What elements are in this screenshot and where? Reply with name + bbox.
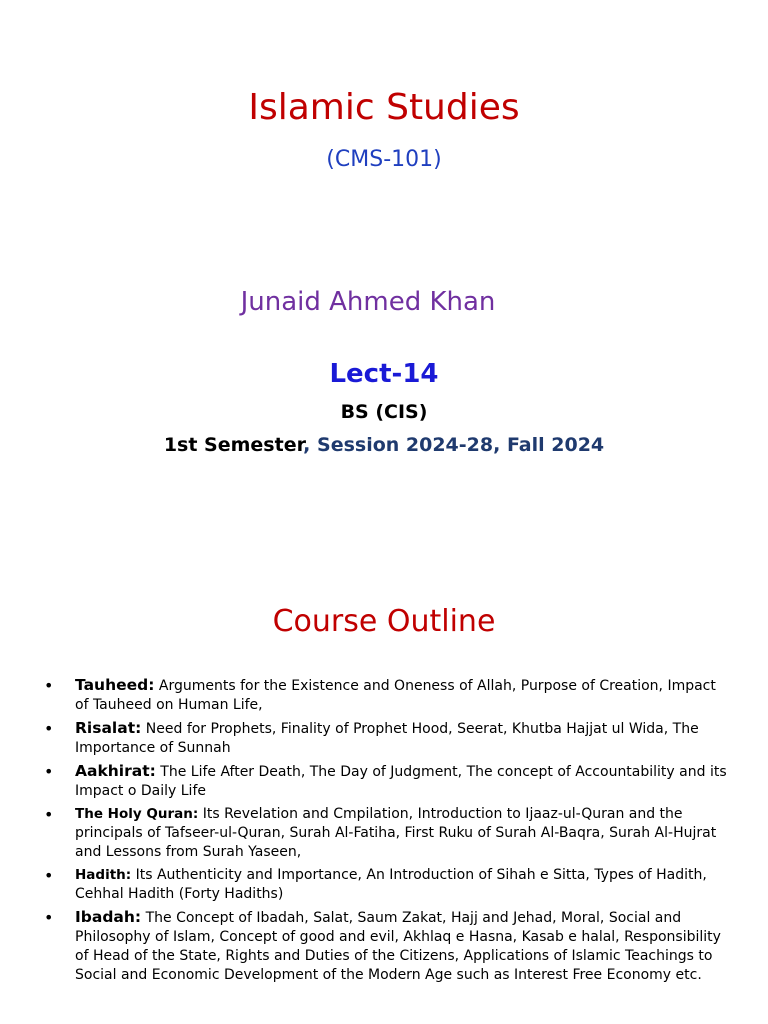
- outline-term: Tauheed:: [75, 676, 155, 694]
- bullet-icon: •: [44, 908, 54, 927]
- semester-label: 1st Semester: [163, 434, 304, 456]
- course-title: Islamic Studies: [248, 87, 520, 128]
- outline-term: Aakhirat:: [75, 762, 156, 780]
- author-name: Junaid Ahmed Khan: [240, 287, 496, 317]
- bullet-icon: •: [44, 719, 54, 738]
- outline-text: Its Revelation and Cmpilation, Introduction to Ijaaz-ul-Quran and the principals of Tafseer-ul-Quran, Surah Al-Fatiha, First Ruku of Surah Al-Baqra, Surah Al-Hujrat and Lessons from Surah Yaseen,: [75, 806, 717, 860]
- outline-term: The Holy Quran:: [75, 806, 199, 822]
- outline-list: [44, 676, 728, 989]
- outline-text: The Concept of Ibadah, Salat, Saum Zakat, Hajj and Jehad, Moral, Social and Philosophy of Islam, Concept of good and evil, Akhlaq e Hasna, Kasab e halal, Responsibility of Head of the State, Rights and Duties of the Citizens, Applications of Islamic Teachings to Social and Economic Development of the Modern Age such as Interest Free Economy etc.: [75, 910, 721, 983]
- list-item: [44, 908, 728, 985]
- outline-term: Risalat:: [75, 719, 142, 737]
- bullet-icon: •: [44, 805, 54, 824]
- list-item: [44, 866, 728, 904]
- outline-term: Ibadah:: [75, 908, 142, 926]
- list-item: [44, 719, 728, 758]
- outline-term: Hadith:: [75, 867, 132, 883]
- list-item: [44, 762, 728, 801]
- semester-session-line: [0, 431, 768, 459]
- program-name: BS (CIS): [340, 401, 428, 423]
- outline-text: The Life After Death, The Day of Judgment, The concept of Accountability and its Impact o Daily Life: [75, 764, 727, 799]
- outline-text: Need for Prophets, Finality of Prophet Hood, Seerat, Khutba Hajjat ul Wida, The Importance of Sunnah: [75, 721, 699, 756]
- list-item: [44, 805, 728, 862]
- outline-title: Course Outline: [272, 604, 496, 639]
- session-label: , Session 2024-28, Fall 2024: [303, 434, 605, 456]
- outline-text: Arguments for the Existence and Oneness of Allah, Purpose of Creation, Impact of Tauheed on Human Life,: [75, 678, 716, 713]
- lecture-number: Lect-14: [329, 359, 439, 389]
- course-code: (CMS-101): [326, 147, 442, 172]
- bullet-icon: •: [44, 762, 54, 781]
- outline-text: Its Authenticity and Importance, An Introduction of Sihah e Sitta, Types of Hadith, Cehhal Hadith (Forty Hadiths): [75, 867, 707, 902]
- list-item: [44, 676, 728, 715]
- course-outline-slide: [0, 576, 768, 1024]
- bullet-icon: •: [44, 866, 54, 885]
- bullet-icon: •: [44, 676, 54, 695]
